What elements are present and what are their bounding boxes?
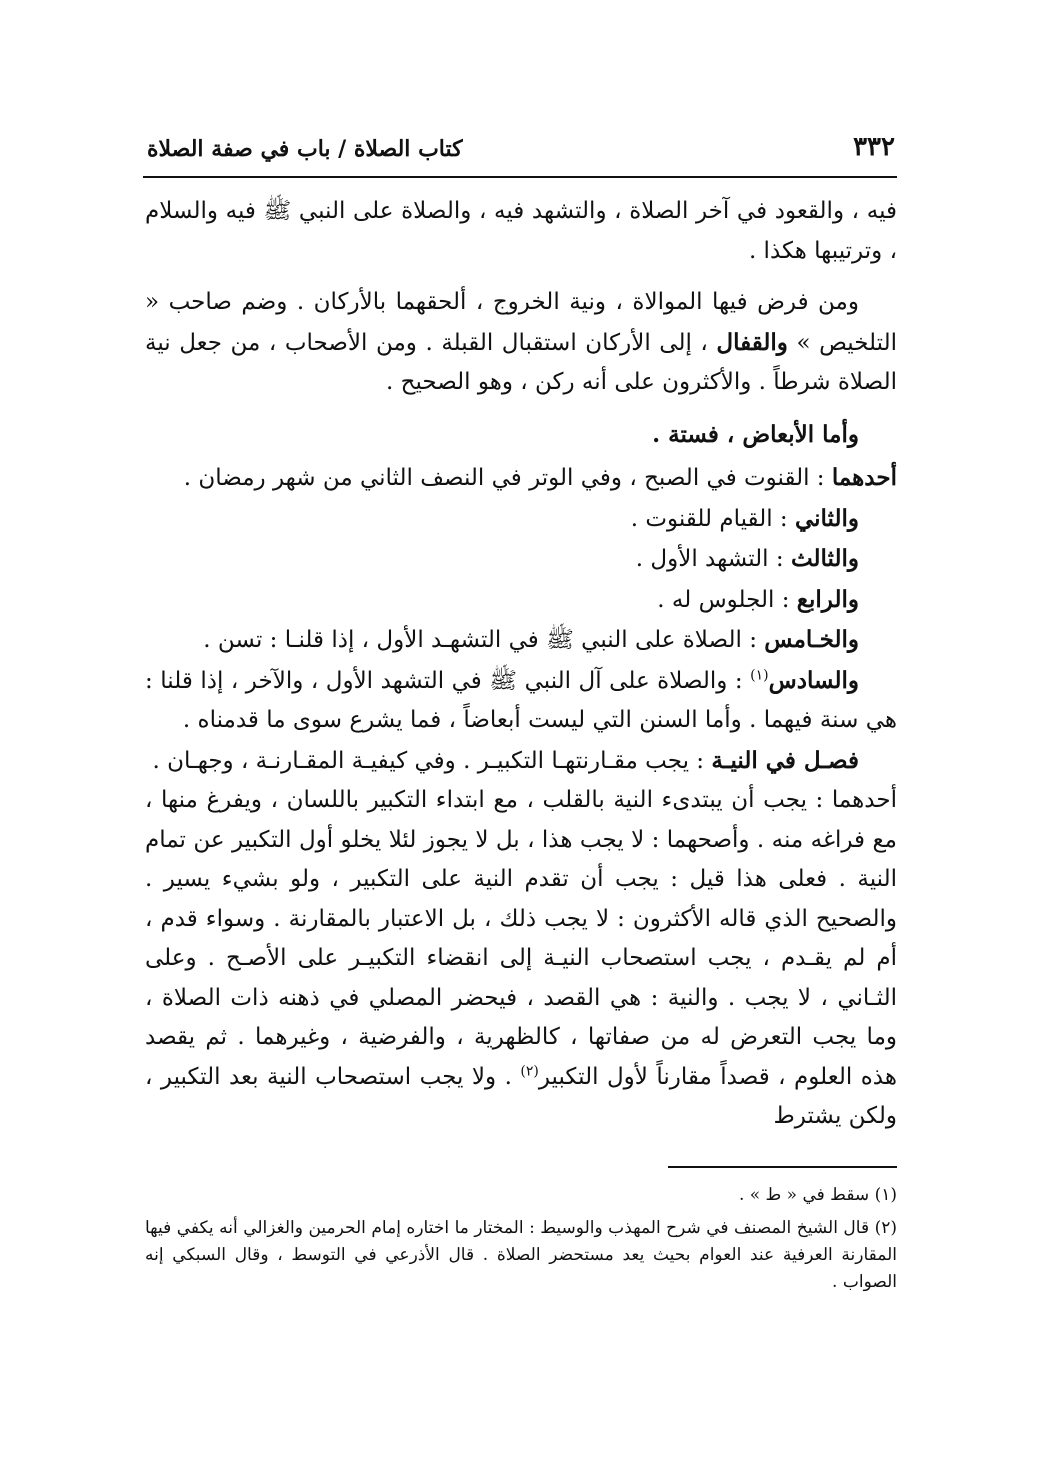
item-first: [145, 458, 897, 499]
item-sixth-label: والسادس: [768, 666, 859, 694]
main-text: [145, 192, 897, 1137]
niyya-paragraph-text-a: أحدهما : يجب أن يبتدىء النية بالقلب ، مع ابتداء التكبير باللسان ، ويفرغ منها ، مع فراغه منه . وأصحهما : لا يجب هذا ، بل لا يجوز لئلا يخلو أول التكبير عن تمام النية . فعلى هذا قيل : يجب أن تقدم النية على التكبير ، ولو بشيء يسير . والصحيح الذي قاله الأكثرون : لا يجب ذلك ، بل الاعتبار بالمقارنة . وسواء قدم ، أم لم يقـدم ، يجب استصحاب النيـة إلى انقضاء التكبيـر على الأصـح . وعلى الثـاني ، لا يجب . والنية : هي القصد ، فيحضر المصلي في ذهنه ذات الصلاة ، وما يجب التعرض له من صفاتها ، كالظهرية ، والفرضية ، وغيرهما . ثم يقصد هذه العلوم ، قصداً مقارناً لأول التكبير: [145, 787, 898, 1090]
footnote-1-marker: (١): [874, 1185, 897, 1205]
paragraph-2-text-a: ومن فرض فيها الموالاة ، ونية الخروج ، ألحقهما بالأركان . وضم صاحب « التلخيص »: [145, 289, 897, 356]
footnote-2-marker: (٢): [874, 1218, 897, 1238]
item-sixth-text: : والصلاة على آل النبي ﷺ في التشهد الأول ، والآخر ، إذا قلنا : هي سنة فيهما . وأما السنن التي ليست أبعاضاً ، فما يشرع سوى ما قدمناه .: [145, 667, 897, 733]
paragraph-2-qaffal: والقفال: [716, 328, 788, 356]
item-third: [145, 539, 897, 580]
footnote-2: [145, 1215, 897, 1296]
footnote-2-text: قال الشيخ المصنف في شرح المهذب والوسيط : المختار ما اختاره إمام الحرمين والغزالي أنه يكفي فيها المقارنة العرفية عند العوام بحيث يعد مستحضر الصلاة . قال الأذرعي في التوسط ، وقال السبكي إنه الصواب .: [145, 1218, 897, 1292]
item-fifth: [145, 620, 897, 661]
paragraph-2-text-b: ، إلى الأركان استقبال القبلة . ومن الأصحاب ، من جعل نية الصلاة شرطاً . والأكثرون على أنه ركن ، وهو الصحيح .: [145, 329, 897, 395]
item-third-label: والثالث: [790, 545, 859, 572]
paragraph-1: [145, 192, 897, 271]
footnote-1: [145, 1182, 897, 1209]
header-divider: [143, 176, 897, 178]
niyya-section: [145, 741, 897, 782]
item-first-label: أحدهما: [831, 464, 897, 491]
item-fifth-text: : الصلاة على النبي ﷺ في التشهـد الأول ، إذا قلنـا : تسن .: [203, 627, 765, 653]
item-sixth: [145, 661, 897, 741]
page-number: ٣٣٢: [853, 132, 895, 162]
item-second-text: : القيام للقنوت .: [630, 505, 795, 532]
niyya-paragraph-text-b: . ولا يجب استصحاب النية بعد التكبير ، ولكن يشترط: [145, 1063, 897, 1129]
footnote-1-text: سقط في « ط » .: [738, 1185, 870, 1205]
niyya-paragraph: [145, 781, 897, 1137]
page-header: [145, 130, 897, 172]
niyya-section-text: : يجب مقـارنتهـا التكبيـر . وفي كيفيـة المقـارنـة ، وجهـان .: [152, 747, 712, 774]
item-first-text: : القنوت في الصبح ، وفي الوتر في النصف الثاني من شهر رمضان .: [183, 465, 832, 491]
item-second: [145, 499, 897, 540]
niyya-section-heading: فصـل في النيـة: [711, 746, 859, 774]
running-title: كتاب الصلاة / باب في صفة الصلاة: [147, 136, 463, 162]
item-fourth-label: والرابع: [796, 585, 859, 613]
footnote-divider: [668, 1166, 897, 1168]
abad-heading-text: وأما الأبعاض ، فستة .: [652, 420, 859, 448]
item-third-text: : التشهد الأول .: [635, 546, 791, 572]
item-fifth-label: والخـامس: [764, 626, 859, 653]
item-second-label: والثاني: [794, 504, 859, 532]
footnote-ref-1[interactable]: (١): [750, 666, 769, 683]
paragraph-1-text: فيه ، والقعود في آخر الصلاة ، والتشهد فيه ، والصلاة على النبي ﷺ فيه والسلام ، وترتيبها هكذا .: [145, 198, 897, 264]
abad-heading: [145, 415, 897, 455]
item-fourth-text: : الجلوس له .: [657, 586, 797, 613]
paragraph-2: [145, 283, 897, 403]
item-fourth: [145, 580, 897, 621]
footnotes: [145, 1182, 897, 1302]
footnote-ref-2[interactable]: (٢): [520, 1062, 539, 1079]
